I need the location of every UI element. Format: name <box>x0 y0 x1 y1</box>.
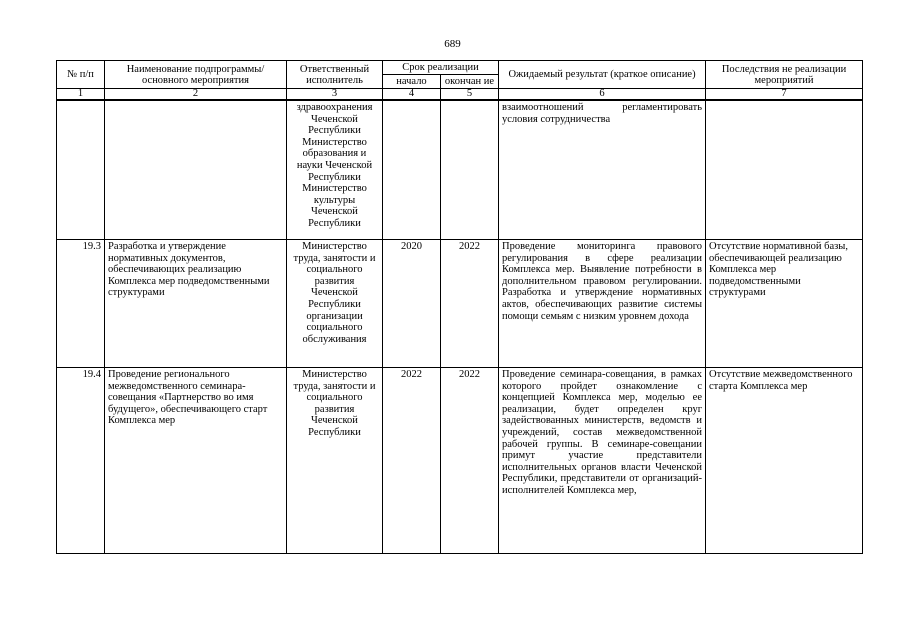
header-end: окончан ие <box>441 75 499 89</box>
row-name: Разработка и утверждение нормативных документов, обеспечивающих реализацию Комплекса мер подведомственными структурами <box>105 240 287 368</box>
row-start <box>383 100 441 240</box>
row-num <box>57 100 105 240</box>
table-row <box>57 240 863 368</box>
column-number: 2 <box>105 89 287 101</box>
row-consequences: Отсутствие межведомственного старта Комплекса мер <box>706 368 863 554</box>
header-name: Наименование подпрограммы/ основного мероприятия <box>105 61 287 89</box>
row-result: Проведение мониторинга правового регулирования в сфере реализации Комплекса мер. Выявление потребности в дополнительном правовом регулировании. Разработка и утверждение нормативных актов, обеспечивающих развитие системы помощи семьям с низким уровнем дохода <box>499 240 706 368</box>
header-start: начало <box>383 75 441 89</box>
table-row <box>57 368 863 554</box>
header-executor: Ответственный исполнитель <box>287 61 383 89</box>
column-number: 1 <box>57 89 105 101</box>
header-result: Ожидаемый результат (краткое описание) <box>499 61 706 89</box>
row-executor: Министерство труда, занятости и социального развития Чеченской Республики организации социального обслуживания <box>287 240 383 368</box>
header-period: Срок реализации <box>383 61 499 75</box>
column-number: 6 <box>499 89 706 101</box>
row-executor: Министерство труда, занятости и социального развития Чеченской Республики <box>287 368 383 554</box>
row-end: 2022 <box>441 368 499 554</box>
row-end <box>441 100 499 240</box>
row-executor: здравоохранения Чеченской Республики Министерство образования и науки Чеченской Республики Министерство культуры Чеченской Республики <box>287 100 383 240</box>
row-start: 2022 <box>383 368 441 554</box>
column-number: 5 <box>441 89 499 101</box>
column-numbers-row <box>57 89 863 101</box>
row-name: Проведение регионального межведомственного семинара-совещания «Партнерство во имя будущего», обеспечивающего старт Комплекса мер <box>105 368 287 554</box>
header-num: № п/п <box>57 61 105 89</box>
header-consequences: Последствия не реализации мероприятий <box>706 61 863 89</box>
column-number: 4 <box>383 89 441 101</box>
row-result: Проведение семинара-совещания, в рамках которого пройдет ознакомление с концепцией Комплекса мер, моделью ее реализации, будет определен круг задействованных министерств, ведомств и учреждений, состав межведомственной рабочей группы. В семинаре-совещании примут участие представители исполнительных органов власти Чеченской Республики, представители от организаций-исполнителей Комплекса мер, <box>499 368 706 554</box>
table-row <box>57 100 863 240</box>
row-start: 2020 <box>383 240 441 368</box>
row-end: 2022 <box>441 240 499 368</box>
table-header-row <box>57 61 863 75</box>
row-name <box>105 100 287 240</box>
row-result: взаимоотношений регламентировать условия сотрудничества <box>499 100 706 240</box>
program-measures-table <box>56 60 863 554</box>
row-num: 19.3 <box>57 240 105 368</box>
row-consequences: Отсутствие нормативной базы, обеспечивающей реализацию Комплекса мер подведомственными структурами <box>706 240 863 368</box>
row-num: 19.4 <box>57 368 105 554</box>
row-consequences <box>706 100 863 240</box>
page-number: 689 <box>444 38 461 50</box>
column-number: 7 <box>706 89 863 101</box>
column-number: 3 <box>287 89 383 101</box>
